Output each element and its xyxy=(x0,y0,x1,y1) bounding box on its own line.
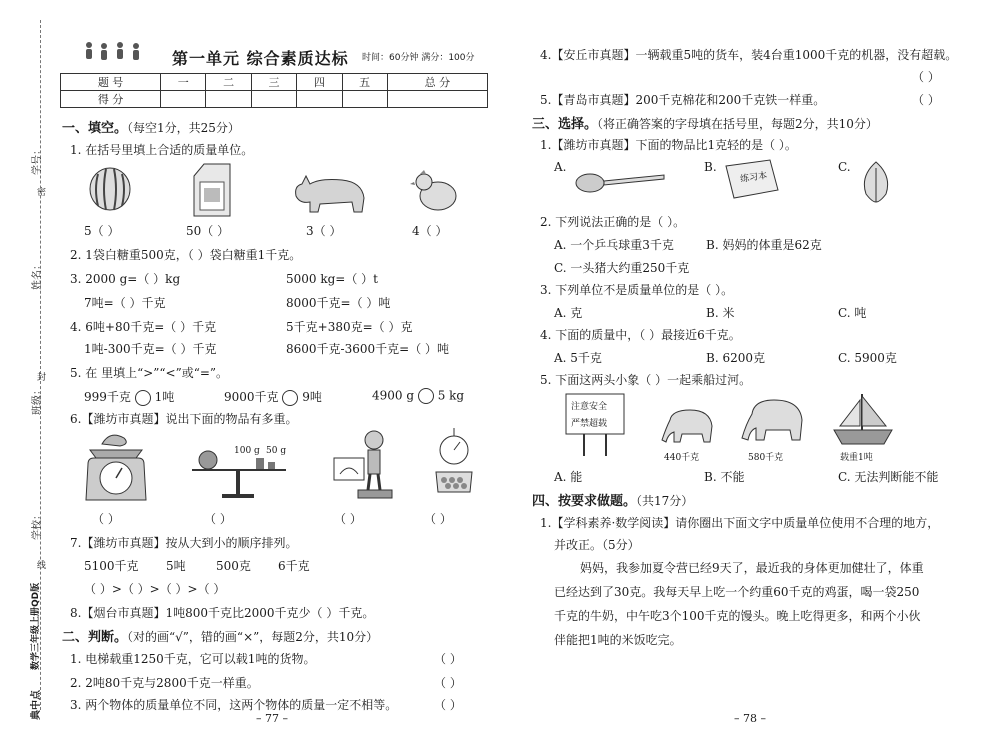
judge-5: 5.【青岛市真题】200千克棉花和200千克铁一样重。 xyxy=(540,93,826,107)
elephant-2-weight: 580千克 xyxy=(748,453,784,463)
problem-1-line-1: 1.【学科素养·数学阅读】请你圈出下面文字中质量单位使用不合理的地方， xyxy=(540,516,940,530)
question-1-1: 1. 在括号里填上合适的质量单位。 xyxy=(70,143,254,157)
boy-on-scale-icon xyxy=(328,428,394,502)
logo-figures xyxy=(82,40,152,69)
choice-2-option-a[interactable]: A. 一个乒乓球重3千克 xyxy=(554,238,674,252)
class-label: 班级： xyxy=(32,385,43,415)
choice-5-option-a[interactable]: A. 能 xyxy=(554,470,583,484)
score-table-header-row xyxy=(61,74,488,91)
weight-label-50g: 50 g xyxy=(266,446,287,456)
seal-mark-seal: 封 xyxy=(37,373,47,383)
q6-blank-4[interactable]: （ ） xyxy=(424,512,452,526)
sign-line-1: 注意安全 xyxy=(571,402,608,412)
choice-1-option-b[interactable]: B. xyxy=(704,160,717,174)
judge-4-paren[interactable]: （ ） xyxy=(912,70,940,84)
seal-mark-line: 线 xyxy=(37,561,47,571)
large-elephant-icon xyxy=(740,396,806,444)
choice-2-option-b[interactable]: B. 妈妈的体重是62克 xyxy=(706,238,822,252)
sailboat-icon xyxy=(832,392,894,448)
score-cell: 五 xyxy=(342,74,387,91)
judge-1: 1. 电梯载重1250千克，它可以载1吨的货物。 xyxy=(70,652,316,666)
choice-5: 5. 下面这两头小象（ ）一起乘船过河。 xyxy=(540,373,752,387)
question-1-5: 5. 在 里填上“>”“<”或“=”。 xyxy=(70,366,229,380)
q6-blank-1[interactable]: （ ） xyxy=(92,512,120,526)
judge-1-paren[interactable]: （ ） xyxy=(434,652,462,666)
section-1-title: 一、填空。（每空1分，共25分） xyxy=(62,121,240,136)
q7-item-4: 6千克 xyxy=(278,559,310,573)
q6-blank-2[interactable]: （ ） xyxy=(204,512,232,526)
choice-3: 3. 下列单位不是质量单位的是（ ）。 xyxy=(540,283,734,297)
school-label: 学校： xyxy=(32,510,43,540)
score-input[interactable] xyxy=(251,91,296,108)
score-input[interactable] xyxy=(161,91,206,108)
q7-item-1: 5100千克 xyxy=(84,559,139,573)
passage-line-2[interactable]: 已经达到了30克。我每天早上吃一个约重60千克的鸡蛋，喝一袋250 xyxy=(554,585,920,599)
question-1-3d: 8000千克=（ ）吨 xyxy=(286,296,391,310)
question-1-8: 8.【烟台市真题】1吨800千克比2000千克少（ ）千克。 xyxy=(70,606,375,620)
choice-1-option-a[interactable]: A. xyxy=(554,160,567,174)
q5-compare-3: 4900 g 5 kg xyxy=(372,388,465,403)
judge-4: 4.【安丘市真题】一辆载重5吨的货车，装4台重1000千克的机器，没有超载。 xyxy=(540,48,958,62)
score-cell: 三 xyxy=(251,74,296,91)
watermelon-icon xyxy=(88,166,132,212)
judge-2: 2. 2吨80千克与2800千克一样重。 xyxy=(70,676,259,690)
choice-5-option-b[interactable]: B. 不能 xyxy=(704,470,745,484)
question-1-4c: 1吨-300千克=（ ）千克 xyxy=(84,342,217,356)
choice-4-option-b[interactable]: B. 6200克 xyxy=(706,351,765,365)
kitchen-scale-icon xyxy=(80,430,152,506)
boat-capacity: 载重1吨 xyxy=(840,453,873,463)
seal-mark-tear: 密 xyxy=(37,188,47,198)
section-4-title: 四、按要求做题。（共17分） xyxy=(532,494,694,509)
q1-blank-4[interactable]: 4（ ） xyxy=(412,224,448,238)
spoon-icon xyxy=(574,170,666,196)
question-1-4d: 8600千克-3600千克=（ ）吨 xyxy=(286,342,450,356)
milk-carton-icon xyxy=(190,162,234,218)
choice-5-option-c[interactable]: C. 无法判断能不能 xyxy=(838,470,939,484)
score-table xyxy=(60,73,488,108)
question-1-3a: 3. 2000 g=（ ）kg xyxy=(70,272,181,286)
q5-compare-2: 9000千克 9吨 xyxy=(224,390,322,404)
score-cell: 得 分 xyxy=(61,91,161,108)
choice-3-option-c[interactable]: C. 吨 xyxy=(838,306,867,320)
sign-line-2: 严禁超载 xyxy=(571,419,608,429)
section-3-title: 三、选择。（将正确答案的字母填在括号里，每题2分，共10分） xyxy=(532,117,878,132)
judge-2-paren[interactable]: （ ） xyxy=(434,676,462,690)
score-input[interactable] xyxy=(206,91,251,108)
children-icon xyxy=(82,40,152,66)
q6-blank-3[interactable]: （ ） xyxy=(334,512,362,526)
score-cell: 题 号 xyxy=(61,74,161,91)
time-info: 时间：60分钟 满分：100分 xyxy=(362,53,475,63)
choice-4-option-a[interactable]: A. 5千克 xyxy=(554,351,602,365)
student-no-label: 学号： xyxy=(32,145,43,175)
choice-1-option-c[interactable]: C. xyxy=(838,160,851,174)
passage-line-4[interactable]: 伴能把1吨的米饭吃完。 xyxy=(554,633,682,647)
question-1-7: 7.【潍坊市真题】按从大到小的顺序排列。 xyxy=(70,536,298,550)
choice-4-option-c[interactable]: C. 5900克 xyxy=(838,351,897,365)
question-1-3c: 7吨=（ ）千克 xyxy=(84,296,166,310)
hanging-scale-icon xyxy=(430,428,478,498)
question-1-3b: 5000 kg=（ ）t xyxy=(286,272,378,286)
name-label: 姓名： xyxy=(32,260,43,290)
rhino-icon xyxy=(290,170,368,214)
choice-2-option-c[interactable]: C. 一头猪大约重250千克 xyxy=(554,261,690,275)
section-2-title: 二、判断。（对的画“√”，错的画“×”，每题2分，共10分） xyxy=(62,630,379,645)
book-label: 数学三年级上册QD版 xyxy=(31,582,41,670)
score-input[interactable] xyxy=(297,91,342,108)
page-number-left: – 77 – xyxy=(256,712,288,725)
q1-blank-2[interactable]: 50（ ） xyxy=(186,224,230,238)
score-table-score-row xyxy=(61,91,488,108)
q7-item-2: 5吨 xyxy=(166,559,186,573)
q1-blank-1[interactable]: 5（ ） xyxy=(84,224,120,238)
compare-circle-input[interactable] xyxy=(135,390,151,406)
compare-circle-input[interactable] xyxy=(418,388,434,404)
judge-3: 3. 两个物体的质量单位不同，这两个物体的质量一定不相等。 xyxy=(70,698,398,712)
weight-label-100g: 100 g xyxy=(234,446,260,456)
page-title: 第一单元 综合素质达标 xyxy=(172,49,349,68)
passage-line-3[interactable]: 千克的牛奶，中午吃3个100千克的馒头。晚上吃得更多，和两个小伙 xyxy=(554,609,921,623)
score-input[interactable] xyxy=(387,91,487,108)
small-elephant-icon xyxy=(660,406,716,446)
exercise-book-label: 练习本 xyxy=(739,171,768,185)
question-1-4a: 4. 6吨+80千克=（ ）千克 xyxy=(70,320,217,334)
q1-blank-3[interactable]: 3（ ） xyxy=(306,224,342,238)
judge-3-paren[interactable]: （ ） xyxy=(434,698,462,712)
page-number-right: – 78 – xyxy=(734,712,766,725)
judge-5-paren[interactable]: （ ） xyxy=(912,93,940,107)
passage-line-1[interactable]: 妈妈，我参加夏令营已经9天了，最近我的身体更加健壮了，体重 xyxy=(580,561,924,575)
elephant-1-weight: 440千克 xyxy=(664,453,700,463)
problem-1-line-2: 并改正。（5分） xyxy=(554,538,640,552)
question-1-2: 2. 1袋白糖重500克，（ ）袋白糖重1千克。 xyxy=(70,248,302,262)
score-input[interactable] xyxy=(342,91,387,108)
q7-item-3: 500克 xyxy=(216,559,251,573)
question-1-6: 6.【潍坊市真题】说出下面的物品有多重。 xyxy=(70,412,298,426)
compare-circle-input[interactable] xyxy=(282,390,298,406)
question-1-4b: 5千克+380克=（ ）克 xyxy=(286,320,413,334)
choice-2: 2. 下列说法正确的是（ ）。 xyxy=(540,215,686,229)
score-cell: 二 xyxy=(206,74,251,91)
leaf-icon xyxy=(858,160,894,204)
choice-4: 4. 下面的质量中，（ ）最接近6千克。 xyxy=(540,328,741,342)
score-cell: 总 分 xyxy=(387,74,487,91)
choice-3-option-a[interactable]: A. 克 xyxy=(554,306,583,320)
choice-3-option-b[interactable]: B. 米 xyxy=(706,306,735,320)
brand-logo: 典中点 xyxy=(31,690,42,720)
q5-compare-1: 999千克 1吨 xyxy=(84,390,175,404)
score-cell: 一 xyxy=(161,74,206,91)
choice-1: 1.【潍坊市真题】下面的物品比1克轻的是（ ）。 xyxy=(540,138,797,152)
chicken-icon xyxy=(410,170,464,214)
q7-answer-blanks[interactable]: （ ）>（ ）>（ ）>（ ） xyxy=(84,582,226,596)
score-cell: 四 xyxy=(297,74,342,91)
